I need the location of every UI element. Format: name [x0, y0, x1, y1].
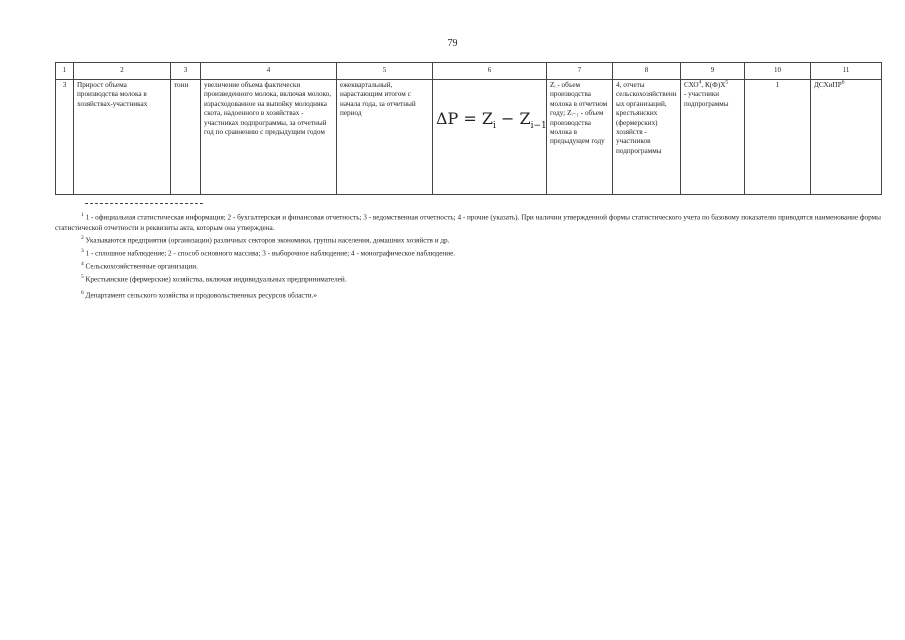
row-number: 3: [56, 80, 74, 195]
footnote-2: [55, 233, 881, 246]
formula-sub-i: i: [493, 121, 496, 132]
header-cell-3: 3: [171, 63, 201, 80]
formula-lhs: ΔP = Z: [436, 109, 494, 128]
obs-sup-4: 4: [698, 79, 702, 86]
unit-of-measure: тонн: [171, 80, 201, 195]
table-row: [56, 80, 882, 195]
footnote-3-text: 1 - сплошное наблюдение; 2 - способ основного массива; 3 - выборочное наблюдение; 4 - монографическое наблюдение.: [85, 249, 456, 258]
header-cell-5: 5: [337, 63, 433, 80]
indicators-table: [55, 62, 882, 195]
footnote-4: [55, 259, 881, 272]
footnote-2-text: Указываются предприятия (организации) различных секторов экономики, группы населения, домашних хозяйств и др.: [85, 236, 450, 245]
header-cell-6: 6: [433, 63, 547, 80]
collection-method: 1: [745, 80, 811, 195]
footnote-5-text: Крестьянские (фермерские) хозяйства, включая индивидуальных предпринимателей.: [85, 274, 347, 283]
footnote-3-mark: 3: [81, 248, 84, 254]
header-cell-9: 9: [681, 63, 745, 80]
footnote-4-text: Сельскохозяйственные организации.: [85, 262, 198, 271]
header-cell-10: 10: [745, 63, 811, 80]
footnote-6-text: Департамент сельского хозяйства и продовольственных ресурсов области.»: [85, 291, 317, 300]
footnote-6-mark: 6: [81, 290, 84, 297]
footnote-1-mark: 1: [81, 212, 84, 218]
observation-units: [681, 80, 745, 195]
formula-cell: [433, 80, 547, 195]
footnote-3: [55, 246, 881, 259]
responsible-body: [811, 80, 882, 195]
header-cell-8: 8: [613, 63, 681, 80]
obs-sup-5: 5: [725, 79, 729, 86]
footnote-1-text: 1 - официальная статистическая информация; 2 - бухгалтерская и финансовая отчетность; 3 - ведомственная отчетность; 4 - прочие (указать). При наличии утвержденной формы статистического учета по базовому показателю приводятся наименование формы статистической отчетности и реквизиты акта, которым она утверждена.: [55, 213, 882, 232]
header-cell-7: 7: [547, 63, 613, 80]
header-cell-2: 2: [74, 63, 171, 80]
footnote-4-mark: 4: [81, 260, 84, 267]
formula-variables: Zᵢ - объем производства молока в отчетном году; Zᵢ₋₁ - объем производства молока в предыдущем году: [547, 80, 613, 195]
formula-op: − Z: [495, 109, 531, 128]
footnote-5: [55, 272, 881, 285]
footnotes: [55, 203, 881, 301]
header-cell-1: 1: [56, 63, 74, 80]
periodicity: ежеквартальный, нарастающим итогом с начала года, за отчетный период: [337, 80, 433, 195]
footnote-6: [55, 288, 881, 301]
formula-sub-i-1: i−1: [530, 121, 547, 132]
footnote-1: [55, 210, 881, 233]
obs-main: СХО: [684, 81, 699, 89]
footnote-5-mark: 5: [81, 273, 84, 280]
table-header-row: [56, 63, 882, 80]
indicator-description: увеличение объема фактически произведенного молока, включая молоко, израсходованное на выпойку молодняка скота, надоенного в хозяйствах - участниках подпрограммы, за отчетный год по сравнению с предыдущим годом: [201, 80, 337, 195]
header-cell-11: 11: [811, 63, 882, 80]
page-number: 79: [447, 38, 458, 49]
obs-sep: , К(Ф)Х: [701, 81, 726, 89]
formula: [436, 81, 547, 136]
footnote-2-mark: 2: [81, 235, 84, 242]
footnote-separator: [85, 203, 203, 204]
indicator-name: Прирост объема производства молока в хозяйствах-участниках: [74, 80, 171, 195]
header-cell-4: 4: [201, 63, 337, 80]
responsible-sup: 6: [841, 79, 845, 86]
data-source: 4, отчеты сельскохозяйственных организаций, крестьянских (фермерских) хозяйств - участников подпрограммы: [613, 80, 681, 195]
obs-sub: - участники подпрограммы: [684, 90, 729, 108]
responsible-name: ДСХиПР: [814, 81, 842, 89]
